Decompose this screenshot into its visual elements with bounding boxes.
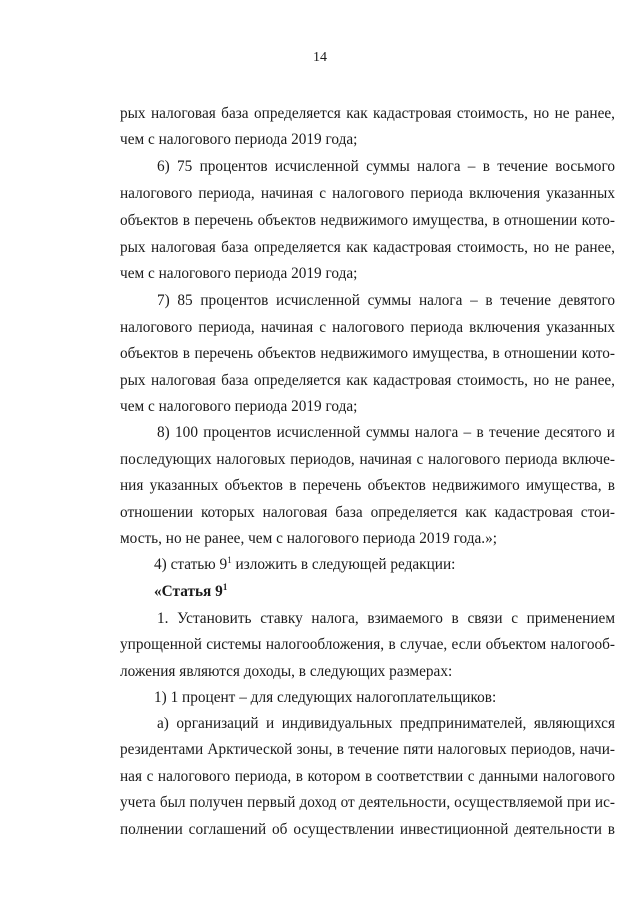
text-line: чем с налогового периода 2019 года; [120,265,358,282]
text-line: 8) 100 процентов исчисленной суммы налога – в течение десятого и [157,424,615,441]
item-4-suffix: изложить в следующей редакции: [231,556,456,573]
text-line: резидентами Арктической зоны, в течение пяти налоговых периодов, начи- [120,741,615,758]
text-line: объектов в перечень объектов недвижимого имущества, в отношении кото- [120,345,615,362]
text-line: отношении которых налоговая база определяется как кадастровая стои- [120,504,615,521]
text-line: налогового периода, начиная с налогового периода включения указанных [120,319,615,336]
text-line: 7) 85 процентов исчисленной суммы налога – в течение девятого [157,292,615,309]
text-line: чем с налогового периода 2019 года; [120,398,358,415]
text-line: 6) 75 процентов исчисленной суммы налога – в течение восьмого [157,158,615,175]
text-line: рых налоговая база определяется как кадастровая стоимость, но не ранее, [120,239,615,256]
text-line: 1. Установить ставку налога, взимаемого в связи с применением [157,610,615,627]
text-line: последующих налоговых периодов, начиная с налогового периода включе- [120,451,615,468]
superscript: 1 [227,554,232,565]
text-line: ложения являются доходы, в следующих размерах: [120,663,453,680]
article-heading [154,581,640,600]
article-heading-text: «Статья 9 [154,583,223,600]
text-line: мость, но не ранее, чем с налогового периода 2019 года.»; [120,530,498,547]
page-number: 14 [313,50,327,65]
text-line: рых налоговая база определяется как кадастровая стоимость, но не ранее, [120,372,615,389]
text-line: рых налоговая база определяется как кадастровая стоимость, но не ранее, [120,105,615,122]
text-line: чем с налогового периода 2019 года; [120,131,358,148]
text-line: 1) 1 процент – для следующих налогоплательщиков: [154,689,497,706]
text-line: объектов в перечень объектов недвижимого имущества, в отношении кото- [120,212,615,229]
text-line: а) организаций и индивидуальных предпринимателей, являющихся [157,715,615,732]
text-line: учета был получен первый доход от деятельности, осуществляемой при ис- [120,794,615,811]
text-line: полнении соглашений об осуществлении инвестиционной деятельности в [120,821,615,838]
text-line: ная с налогового периода, в котором в соответствии с данными налогового [120,768,615,785]
text-line: ния указанных объектов в перечень объектов недвижимого имущества, в [120,477,615,494]
item-4-prefix: 4) статью 9 [154,556,228,573]
text-line [154,554,640,573]
text-line: налогового периода, начиная с налогового периода включения указанных [120,185,615,202]
text-line: упрощенной системы налогообложения, в случае, если объектом налогооб- [120,636,615,653]
superscript: 1 [222,581,228,592]
